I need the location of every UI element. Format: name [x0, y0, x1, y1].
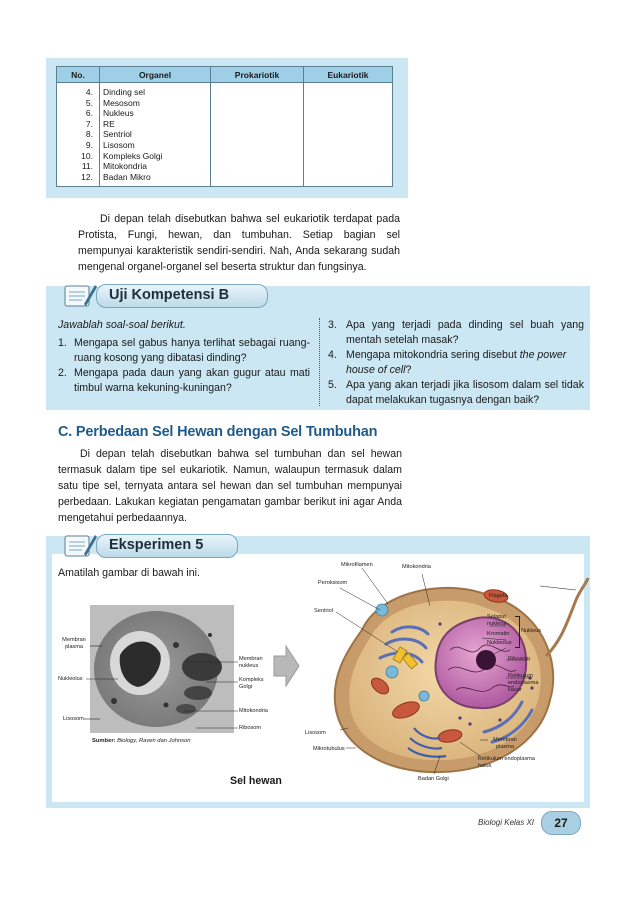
label-peroksisom: Peroksisom: [318, 580, 348, 586]
label-sentriol: Sentriol: [314, 608, 333, 614]
label-flagela: Flagela: [489, 593, 508, 599]
table-eukariotik-cells: [304, 83, 393, 187]
label-mikrotubulus: Mikrotubulus: [313, 746, 345, 752]
uji-column-divider: [319, 318, 320, 406]
organel-table: [56, 66, 393, 187]
question-2: 2. Mengapa pada daun yang akan gugur atau mati timbul warna kekuning-kuningan?: [58, 367, 310, 394]
table-header-prokariotik: Prokariotik: [211, 67, 304, 83]
table-header-organel: Organel: [100, 67, 211, 83]
label-re-halus: Retikulum endoplasma halus: [478, 756, 535, 769]
uji-instruction: Jawablah soal-soal berikut.: [58, 319, 186, 331]
label-mitokondria-diagram: Mitokondria: [402, 564, 431, 570]
label-re-kasar: Retikulum endoplasma kasar: [508, 673, 539, 693]
eksperimen-instruction: Amatilah gambar di bawah ini.: [58, 567, 200, 579]
label-selaput-nukleus: Selaput nukleus: [487, 614, 507, 627]
notebook-pen-icon: [62, 280, 98, 310]
footer-book-title: Biologi Kelas XI: [478, 818, 535, 827]
organel-table-panel: [46, 58, 408, 198]
eksperimen-tab: [96, 534, 238, 558]
table-numbers: 4. 5. 6. 7. 8. 9. 10. 11. 12.: [57, 83, 100, 187]
label-kromatin: Kromatin: [487, 631, 510, 637]
label-ribosom: Ribosom: [239, 725, 262, 731]
label-ribosom-diagram: Ribosom: [508, 656, 531, 662]
arrow-right-icon: [272, 644, 300, 688]
uji-right-column: [328, 318, 584, 408]
intro-paragraph: Di depan telah disebutkan bahwa sel eukariotik terdapat pada Protista, Fungi, hewan, dan tumbuhan. Setiap bagian sel mempunyai karakteristik sendiri-sendiri. Nah, Anda sekarang sudah mengenal organel-organel sel beserta struktur dan fungsinya.: [78, 213, 400, 273]
uji-kompetensi-tab: [96, 284, 268, 308]
label-kompleks-golgi: Kompleks Golgi: [239, 677, 264, 690]
notebook-pen-icon: [62, 530, 98, 560]
table-organels: Dinding sel Mesosom Nukleus RE Sentriol Lisosom Kompleks Golgi Mitokondria Badan Mikro: [100, 83, 211, 187]
label-lisosom-diagram: Lisosom: [305, 730, 326, 736]
question-1: 1. Mengapa sel gabus hanya terlihat sebagai ruang-ruang kosong yang dibatasi dinding?: [58, 337, 310, 364]
table-header-no: No.: [57, 67, 100, 83]
nukleus-bracket: [515, 616, 520, 648]
uji-left-column: [58, 318, 310, 396]
label-lisosom: Lisosom: [63, 716, 84, 722]
question-5: 5. Apa yang akan terjadi jika lisosom dalam sel tidak dapat melakukan tugasnya dengan baik?: [328, 379, 584, 406]
figure-caption: Sel hewan: [230, 775, 282, 787]
label-membran-nukleus: Membran nukleus: [239, 656, 263, 669]
question-4: 4. Mengapa mitokondria sering disebut the power house of cell?: [328, 349, 567, 376]
label-nukleolus-diagram: Nukleolus: [487, 640, 512, 646]
label-nukleus: Nukleus: [521, 628, 542, 634]
question-3: 3. Apa yang terjadi pada dinding sel buah yang mentah setelah masak?: [328, 319, 584, 346]
photo-source: Sumber: Biology, Raven dan Johnson: [92, 738, 191, 744]
section-title: C. Perbedaan Sel Hewan dengan Sel Tumbuhan: [58, 424, 378, 440]
label-membran-plasma: Membran plasma: [62, 637, 86, 650]
label-mitokondria: Mitokondria: [239, 708, 268, 714]
page-number: 27: [541, 811, 581, 835]
label-mikrofilamen: Mikrofilamen: [341, 562, 373, 568]
table-header-eukariotik: Eukariotik: [304, 67, 393, 83]
label-nukleolus: Nukleolus: [58, 676, 83, 682]
label-membran-plasma-diagram: Membran plasma: [493, 737, 517, 750]
section-paragraph: Di depan telah disebutkan bahwa sel tumbuhan dan sel hewan termasuk dalam tipe sel eukariotik. Namun, walaupun termasuk dalam satu tipe sel, ternyata antara sel hewan dan sel tumbuhan mempunyai perbedaan. Lakukan kegiatan pengamatan gambar berikut ini agar Anda mengetahui perbedaannya.: [58, 448, 402, 524]
eksperimen-title: Eksperimen 5: [109, 537, 204, 553]
table-prokariotik-cells: [211, 83, 304, 187]
label-badan-golgi: Badan Golgi: [418, 776, 449, 782]
uji-kompetensi-title: Uji Kompetensi B: [109, 287, 230, 303]
